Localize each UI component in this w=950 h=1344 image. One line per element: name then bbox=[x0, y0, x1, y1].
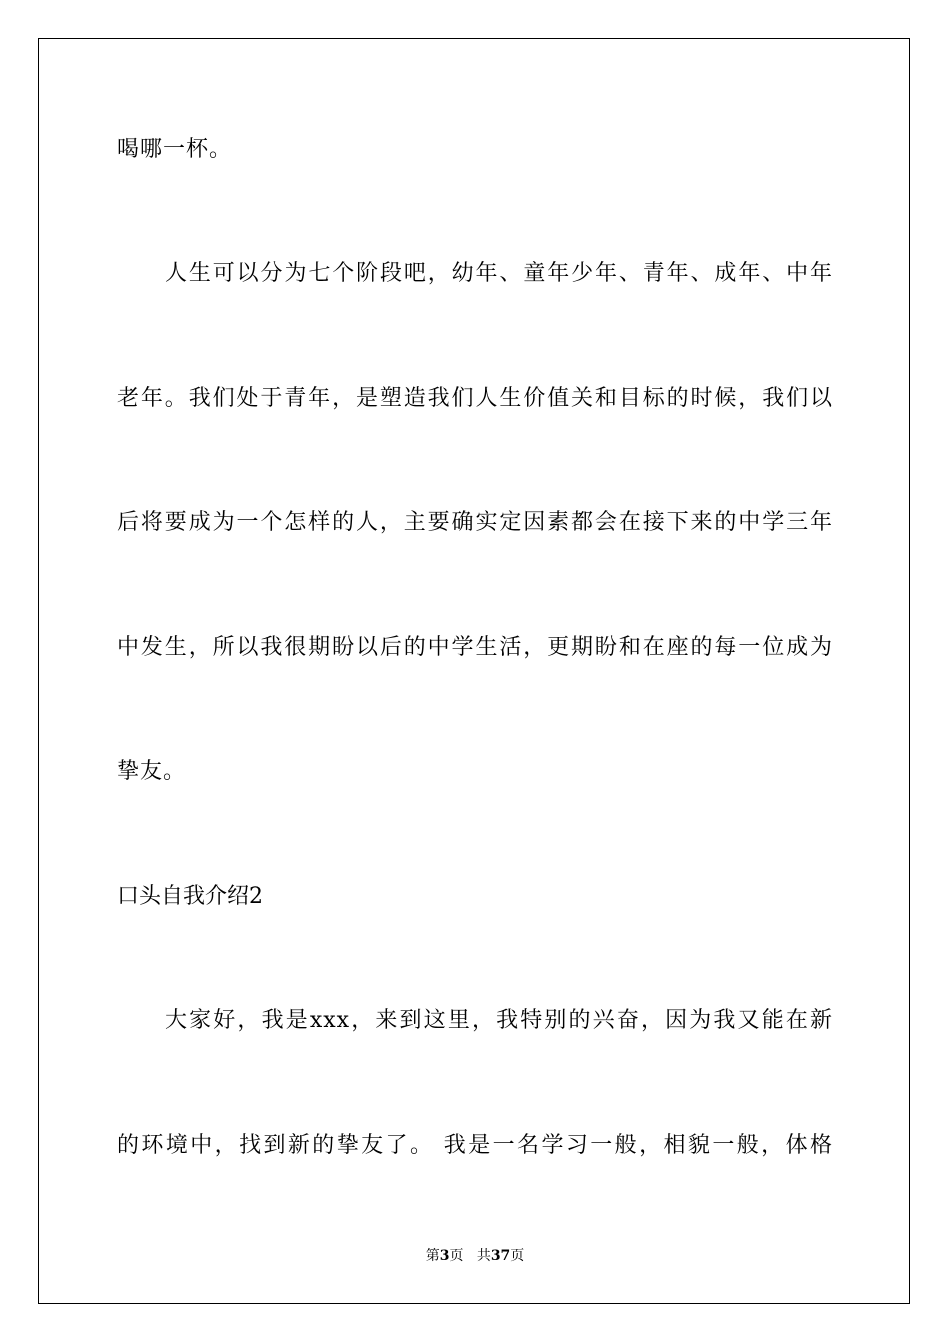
text-line-6: 挚友。 bbox=[117, 759, 187, 784]
total-prefix: 共 bbox=[476, 1248, 491, 1264]
page-prefix: 第 bbox=[425, 1248, 440, 1264]
text-line-7: 大家好，我是xxx，来到这里，我特别的兴奋，因为我又能在新 bbox=[165, 1008, 833, 1033]
page-border bbox=[38, 38, 910, 1304]
text-line-1: 喝哪一杯。 bbox=[117, 137, 233, 162]
page-suffix: 页 bbox=[449, 1248, 464, 1264]
text-line-3: 老年。我们处于青年，是塑造我们人生价值关和目标的时候，我们以 bbox=[117, 386, 833, 411]
total-suffix: 页 bbox=[510, 1248, 525, 1264]
section-heading: 口头自我介绍2 bbox=[117, 884, 263, 909]
text-line-5: 中发生，所以我很期盼以后的中学生活，更期盼和在座的每一位成为 bbox=[117, 635, 833, 660]
text-line-8: 的环境中，找到新的挚友了。 我是一名学习一般，相貌一般，体格 bbox=[117, 1133, 833, 1158]
text-line-4: 后将要成为一个怎样的人，主要确实定因素都会在接下来的中学三年 bbox=[117, 510, 833, 535]
page-footer bbox=[0, 1247, 950, 1265]
total-pages: 37 bbox=[490, 1248, 511, 1264]
text-line-2: 人生可以分为七个阶段吧，幼年、童年少年、青年、成年、中年 bbox=[165, 261, 833, 286]
page-number: 3 bbox=[439, 1248, 450, 1264]
